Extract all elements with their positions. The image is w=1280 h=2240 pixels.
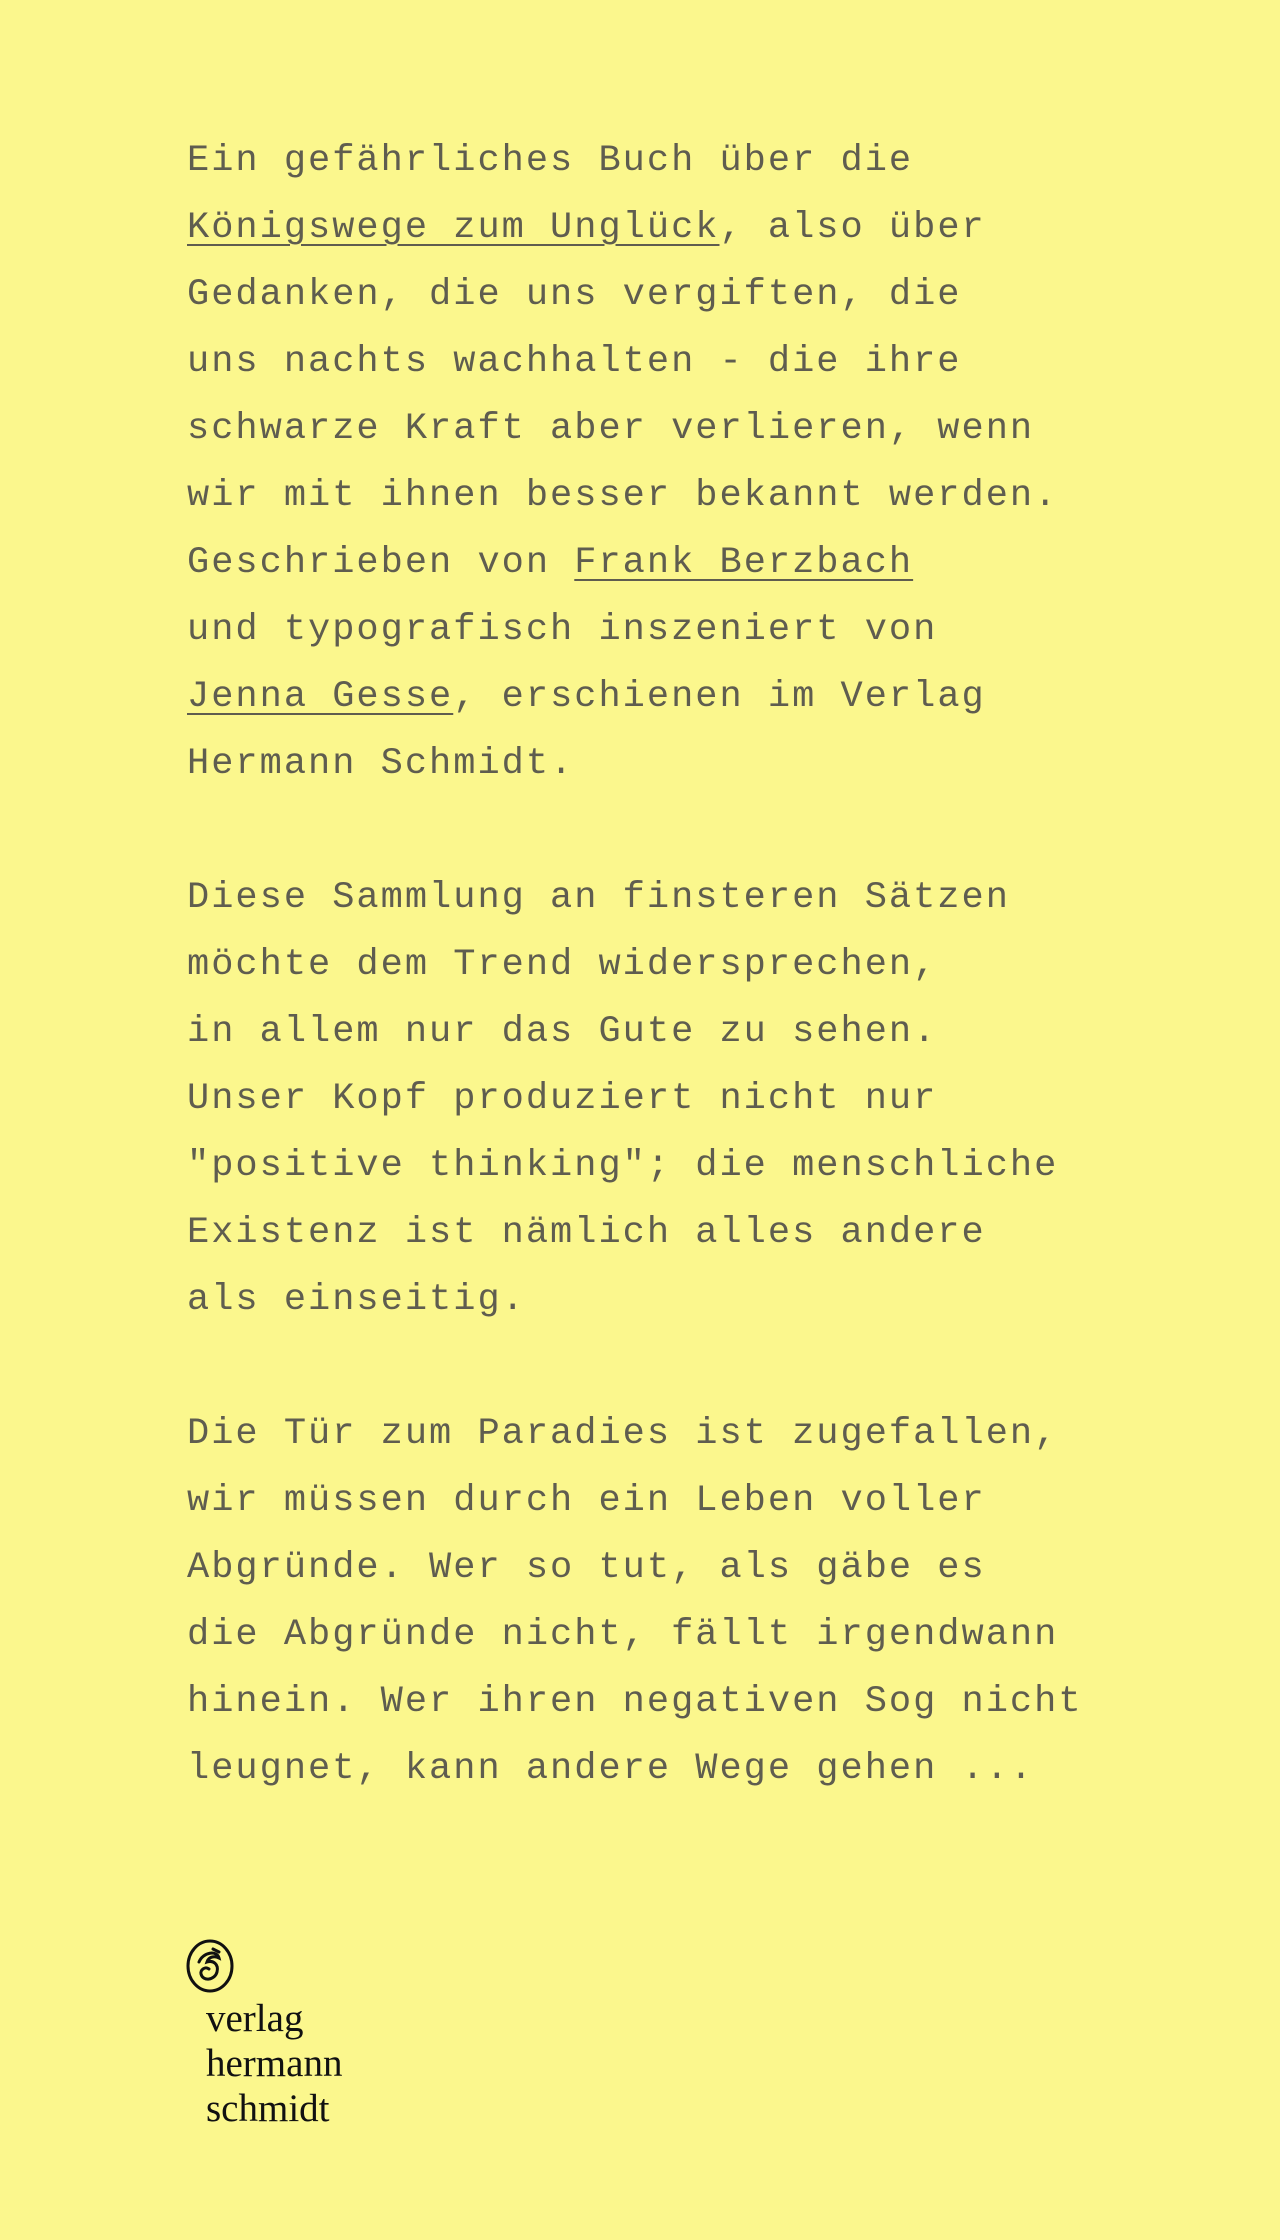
text-line [187, 1267, 1247, 1334]
text-segment: als einseitig. [187, 1279, 526, 1321]
paragraph [187, 865, 1247, 1334]
text-segment: , erschienen im Verlag [453, 676, 986, 718]
underlined-name: Königswege zum Unglück [187, 207, 720, 249]
text-line [187, 1669, 1247, 1736]
text-segment: leugnet, kann andere Wege gehen ... [187, 1748, 1035, 1790]
publisher-name-line-3: schmidt [206, 2087, 330, 2130]
text-segment: Gedanken, die uns vergiften, die [187, 274, 962, 316]
text-segment: uns nachts wachhalten - die ihre [187, 341, 962, 383]
text-segment: wir müssen durch ein Leben voller [187, 1480, 986, 1522]
text-line [187, 932, 1247, 999]
text-line [187, 865, 1247, 932]
text-line [187, 1133, 1247, 1200]
text-segment: Hermann Schmidt. [187, 743, 575, 785]
text-line [187, 530, 1247, 597]
text-segment: wir mit ihnen besser bekannt werden. [187, 475, 1059, 517]
underlined-name: Jenna Gesse [187, 676, 454, 718]
text-line [187, 1066, 1247, 1133]
text-line [187, 128, 1247, 195]
publisher-seal-icon [185, 1938, 235, 1994]
publisher-logo [185, 1938, 445, 2131]
text-segment: Die Tür zum Paradies ist zugefallen, [187, 1413, 1059, 1455]
text-segment: und typografisch inszeniert von [187, 609, 938, 651]
paragraph [187, 1401, 1247, 1803]
text-line [187, 195, 1247, 262]
text-line [187, 664, 1247, 731]
text-segment: hinein. Wer ihren negativen Sog nicht [187, 1681, 1083, 1723]
text-segment: Geschrieben von [187, 542, 575, 584]
publisher-name-line-1: verlag [206, 1997, 304, 2040]
text-line [187, 597, 1247, 664]
underlined-name: Frank Berzbach [574, 542, 914, 584]
text-line [187, 731, 1247, 798]
text-segment: schwarze Kraft aber verlieren, wenn [187, 408, 1035, 450]
text-segment: Unser Kopf produziert nicht nur [187, 1078, 938, 1120]
text-line [187, 262, 1247, 329]
text-segment: Ein gefährliches Buch über die [187, 140, 914, 182]
publisher-name [206, 1996, 445, 2131]
text-segment: die Abgründe nicht, fällt irgendwann [187, 1614, 1059, 1656]
text-line [187, 1736, 1247, 1803]
text-segment: in allem nur das Gute zu sehen. [187, 1011, 938, 1053]
publisher-name-line-2: hermann [206, 2042, 343, 2085]
text-line [187, 329, 1247, 396]
text-segment: Existenz ist nämlich alles andere [187, 1212, 986, 1254]
text-line [187, 1535, 1247, 1602]
text-line [187, 396, 1247, 463]
text-line [187, 1200, 1247, 1267]
text-line [187, 463, 1247, 530]
text-line [187, 1602, 1247, 1669]
text-line [187, 999, 1247, 1066]
blurb-text [187, 128, 1247, 1870]
text-segment: möchte dem Trend widersprechen, [187, 944, 938, 986]
text-line [187, 1468, 1247, 1535]
text-segment: Diese Sammlung an finsteren Sätzen [187, 877, 1010, 919]
paragraph [187, 128, 1247, 798]
text-segment: , also über [719, 207, 986, 249]
text-segment: Abgründe. Wer so tut, als gäbe es [187, 1547, 986, 1589]
text-line [187, 1401, 1247, 1468]
text-segment: "positive thinking"; die menschliche [187, 1145, 1059, 1187]
